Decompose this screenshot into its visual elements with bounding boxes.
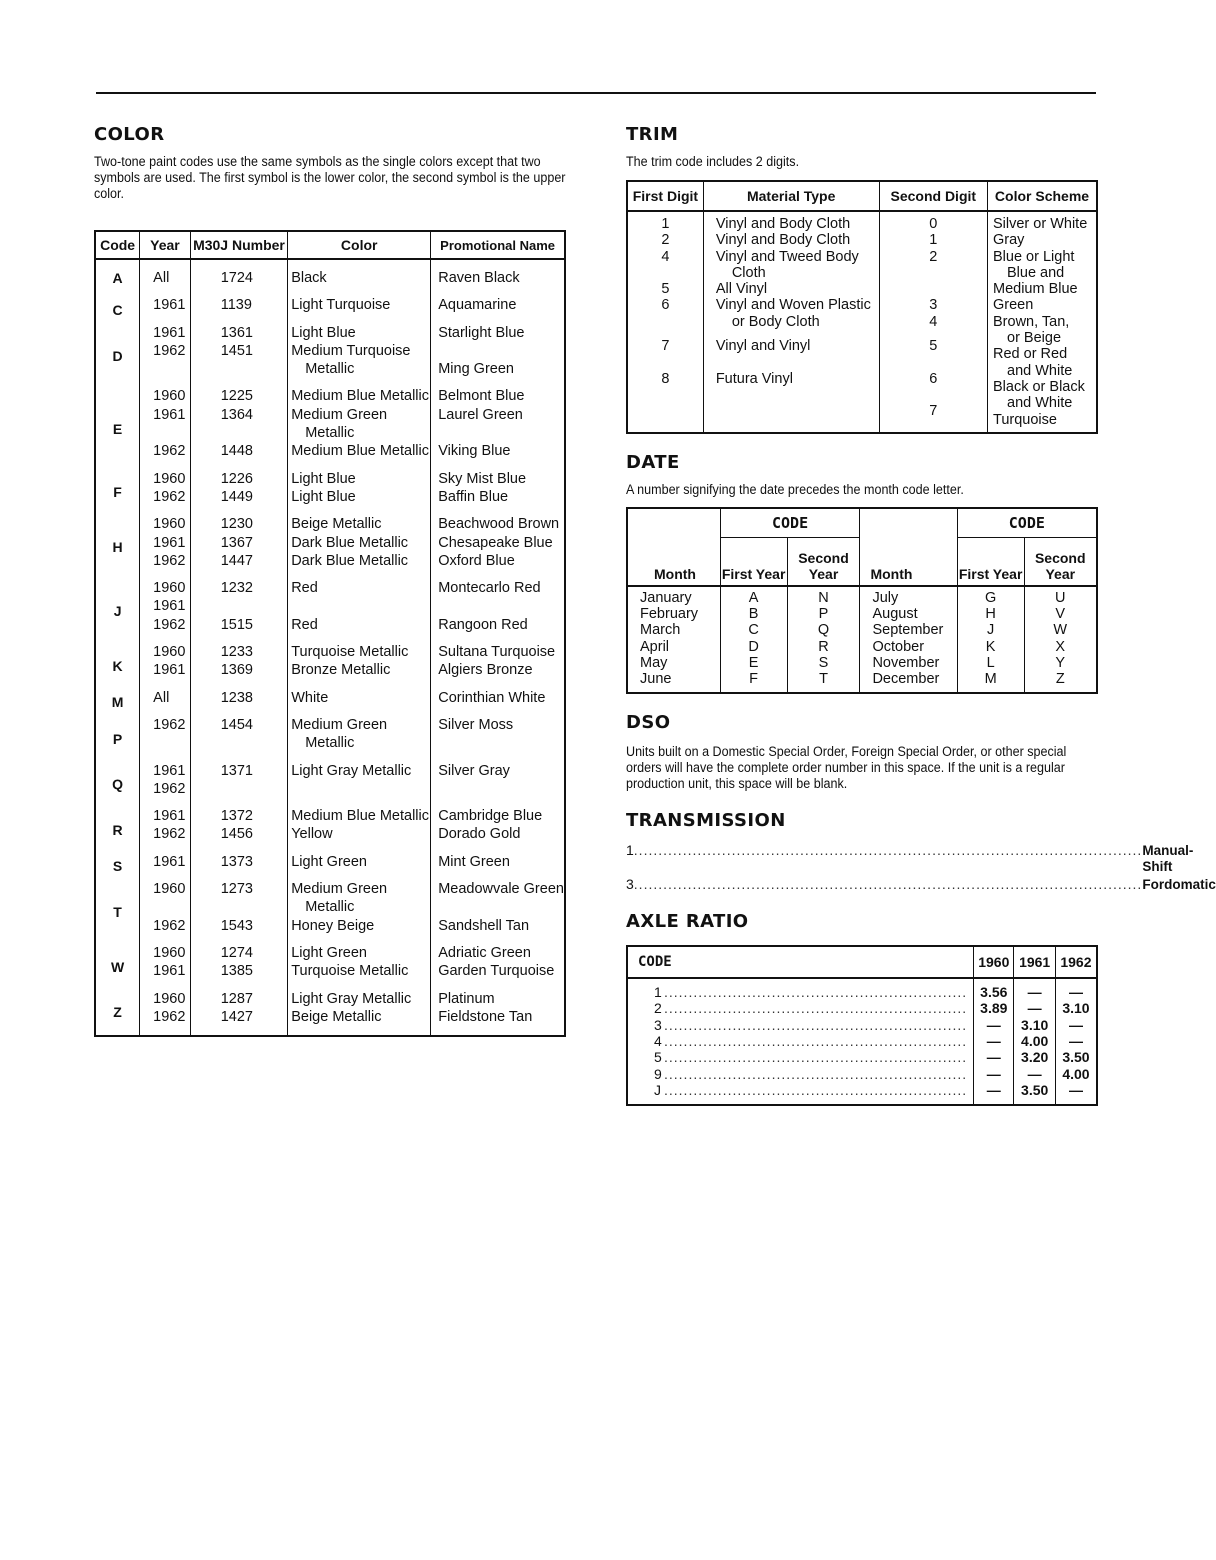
color-name: Light Green Turquoise Metallic (288, 944, 431, 990)
axle-code-row: 5 .............................................................. (654, 1049, 968, 1066)
color-row (95, 579, 565, 643)
color-year: 1960 1961 1962 (140, 387, 191, 469)
color-promotional-name: Beachwood Brown Chesapeake Blue Oxford Blue (438, 516, 560, 569)
trim-first-digits: 1 2 4 5 6 7 8 (627, 211, 703, 433)
color-row (95, 880, 565, 944)
axle-code-row: 1 .............................................................. (654, 984, 968, 1001)
color-promotional-name: Adriatic Green Garden Turquoise (438, 944, 555, 980)
color-m30j-number: 1724 (190, 259, 287, 296)
axle-code-row: 4 .............................................................. (654, 1033, 968, 1050)
color-code: T (95, 880, 140, 944)
date-first-year-header-b: First Year (957, 537, 1024, 586)
trim-title: TRIM (626, 124, 679, 145)
date-first-b: G H J K L M (957, 586, 1024, 693)
color-row (95, 689, 565, 716)
color-promotional-name: Aquamarine (438, 297, 517, 314)
color-name: Light Gray Metallic (288, 762, 431, 808)
color-code: Z (95, 990, 140, 1037)
date-code-header-a: CODE (720, 508, 860, 538)
axle-section (626, 911, 1098, 1106)
color-m30j-number: 1361 1451 (190, 324, 287, 388)
color-m30j-number: 1372 1456 (190, 807, 287, 853)
color-code: E (95, 387, 140, 469)
color-m30j-number: 1274 1385 (190, 944, 287, 990)
axle-table-row (627, 978, 1097, 1105)
trim-table (626, 180, 1098, 434)
color-promotional-name: Raven Black (438, 270, 520, 286)
color-row (95, 387, 565, 469)
color-row (95, 990, 565, 1037)
color-row (95, 716, 565, 762)
color-row (95, 470, 565, 516)
axle-1961-values: — — 3.10 4.00 3.20 — 3.50 (1014, 978, 1055, 1105)
color-promotional-name: Silver Moss (438, 716, 514, 733)
color-m30j-number: 1373 (190, 853, 287, 880)
color-code: W (95, 944, 140, 990)
color-name: Turquoise Metallic Bronze Metallic (288, 643, 431, 689)
color-table-header (95, 231, 565, 259)
color-year: 1960 1961 (140, 643, 191, 689)
color-row (95, 762, 565, 808)
date-table (626, 507, 1098, 694)
color-name: Light Blue Medium Turquoise Metallic (288, 324, 431, 388)
color-code: M (95, 689, 140, 716)
color-code: H (95, 515, 140, 579)
trim-second-digits: 0 1 2 3 4 5 6 7 (879, 211, 987, 433)
color-code: A (95, 259, 140, 296)
col-header-promo: Promotional Name (431, 231, 565, 259)
color-m30j-number: 1371 (190, 762, 287, 808)
trim-materials: Vinyl and Body Cloth Vinyl and Body Cloth Vinyl and Tweed Body Cloth All Vinyl Vinyl and Woven Plastic or Body Cloth Vinyl and Vinyl Futura Vinyl (703, 211, 879, 433)
date-title: DATE (626, 451, 680, 473)
axle-1960-values: 3.56 3.89 — — — — — (974, 978, 1014, 1105)
color-promotional-name: Sky Mist Blue Baffin Blue (438, 470, 527, 505)
trim-schemes: Silver or White Gray Blue or Light Blue and Medium Blue Green Brown, Tan, or Beige Red or Red and White Black or Black and White Turquoise (993, 216, 1088, 428)
color-m30j-number: 1225 1364 1448 (190, 387, 287, 469)
color-m30j-number: 1139 (190, 296, 287, 323)
axle-code-row: 3 .............................................................. (654, 1016, 968, 1033)
color-year: 1961 1962 (140, 324, 191, 388)
axle-code-row: 9 .............................................................. (654, 1065, 968, 1082)
color-promotional-name: Corinthian White (438, 689, 546, 706)
color-title: COLOR (94, 124, 165, 145)
trim-table-header (627, 181, 1097, 211)
color-table (94, 230, 566, 1037)
color-m30j-number: 1454 (190, 716, 287, 762)
color-m30j-number: 1232 1515 (190, 579, 287, 643)
axle-table-header (627, 946, 1097, 978)
color-m30j-number: 1233 1369 (190, 643, 287, 689)
color-row (95, 853, 565, 880)
color-year: 1960 1962 (140, 990, 191, 1037)
color-code: K (95, 643, 140, 689)
date-second-year-header-a: Second Year (787, 537, 860, 586)
date-months-b: July August September October November December (860, 586, 957, 693)
color-row (95, 944, 565, 990)
color-m30j-number: 1238 (190, 689, 287, 716)
color-year: 1960 1961 (140, 944, 191, 990)
col-header-code: Code (95, 231, 140, 259)
date-code-header-b: CODE (957, 508, 1097, 538)
color-promotional-name: Sultana Turquoise Algiers Bronze (438, 644, 556, 679)
trim-table-row (627, 211, 1097, 433)
trim-header-first-digit: First Digit (627, 181, 703, 211)
color-table-body (95, 259, 565, 1036)
col-header-m30j: M30J Number (190, 231, 287, 259)
color-promotional-name: Cambridge Blue Dorado Gold (438, 808, 543, 843)
transmission-row: 1 ........................................................................................................ Manual-Shift (626, 841, 1194, 875)
axle-title: AXLE RATIO (626, 911, 749, 933)
date-second-year-header-b: Second Year (1024, 537, 1097, 586)
color-promotional-name: Starlight Blue Ming Green (438, 324, 525, 378)
color-name: Light Gray Metallic Beige Metallic (288, 990, 431, 1037)
color-m30j-number: 1273 1543 (190, 880, 287, 944)
trim-header-second-digit: Second Digit (879, 181, 987, 211)
color-year: 1962 (140, 716, 191, 762)
color-row (95, 324, 565, 388)
color-m30j-number: 1287 1427 (190, 990, 287, 1037)
axle-header-1960: 1960 (974, 946, 1014, 978)
trim-intro: The trim code includes 2 digits. (626, 154, 800, 169)
right-column (626, 124, 1216, 1106)
date-second-b: U V W X Y Z (1053, 589, 1068, 688)
color-promotional-name: Montecarlo Red Rangoon Red (438, 580, 541, 633)
color-year: 1960 1962 (140, 470, 191, 516)
color-name: Light Blue Light Blue (288, 470, 431, 516)
date-month-header-a: Month (627, 508, 720, 586)
color-year: 1961 (140, 296, 191, 323)
date-first-year-header-a: First Year (720, 537, 787, 586)
color-row (95, 296, 565, 323)
axle-header-1962: 1962 (1055, 946, 1097, 978)
color-year: 1960 1961 1962 (140, 515, 191, 579)
color-intro: Two-tone paint codes use the same symbols as the single colors except that two symbols are used. The first symbol is the lower color, the second symbol is the upper color. (94, 154, 566, 201)
date-second-a: N P Q R S T (787, 586, 860, 693)
dso-text: Units built on a Domestic Special Order, Foreign Special Order, or other special orders will have the complete order number in this space. If the unit is a regular production unit, this space will be blank. (626, 743, 1067, 791)
color-m30j-number: 1230 1367 1447 (190, 515, 287, 579)
top-rule (96, 92, 1096, 94)
col-header-color: Color (288, 231, 431, 259)
axle-header-1961: 1961 (1014, 946, 1055, 978)
color-promotional-name: Belmont Blue Laurel Green Viking Blue (438, 388, 525, 460)
color-code: C (95, 296, 140, 323)
date-section (626, 452, 1098, 694)
color-year: 1960 1962 (140, 880, 191, 944)
color-m30j-number: 1226 1449 (190, 470, 287, 516)
dso-section (626, 712, 1098, 792)
color-name: Medium Blue Metallic Yellow (288, 807, 431, 853)
axle-codes (627, 978, 974, 1105)
color-name: Medium Blue Metallic Medium Green Metallic Medium Blue Metallic (288, 387, 431, 469)
color-promotional-name: Meadowvale Green Sandshell Tan (438, 881, 564, 934)
color-year: 1961 (140, 853, 191, 880)
color-name: Black (288, 259, 431, 296)
transmission-title: TRANSMISSION (626, 809, 786, 831)
color-year: 1961 1962 (140, 807, 191, 853)
date-first-a: A B C D E F (720, 586, 787, 693)
color-row (95, 259, 565, 296)
transmission-list (626, 841, 1216, 894)
color-code: R (95, 807, 140, 853)
date-table-row (627, 586, 1097, 693)
axle-table (626, 945, 1098, 1106)
date-intro: A number signifying the date precedes the month code letter. (626, 481, 964, 497)
color-section (94, 124, 566, 1025)
color-year: 1960 1961 1962 (140, 579, 191, 643)
trim-header-scheme: Color Scheme (988, 181, 1098, 211)
axle-code-row: 2 .............................................................. (654, 1000, 968, 1017)
color-code: S (95, 853, 140, 880)
color-row (95, 807, 565, 853)
color-code: J (95, 579, 140, 643)
col-header-year: Year (140, 231, 191, 259)
color-year: 1961 1962 (140, 762, 191, 808)
date-month-header-b: Month (860, 508, 957, 586)
dso-title: DSO (626, 711, 671, 733)
trim-header-material: Material Type (703, 181, 879, 211)
axle-1962-values: — 3.10 — — 3.50 4.00 — (1062, 984, 1090, 1098)
color-name: Light Green (288, 853, 431, 880)
color-name: Medium Green Metallic Honey Beige (288, 880, 431, 944)
color-name: Beige Metallic Dark Blue Metallic Dark Blue Metallic (288, 515, 431, 579)
color-name: Red Red (288, 579, 431, 643)
axle-header-code: CODE (627, 946, 974, 978)
color-year: All (140, 259, 191, 296)
color-code: P (95, 716, 140, 762)
color-name: Medium Green Metallic (288, 716, 431, 762)
color-promotional-name: Mint Green (438, 853, 510, 870)
date-months-a: January February March April May June (627, 586, 720, 693)
color-code: F (95, 470, 140, 516)
color-row (95, 643, 565, 689)
color-name: Light Turquoise (288, 296, 431, 323)
color-year: All (140, 689, 191, 716)
color-promotional-name: Platinum Fieldstone Tan (438, 990, 533, 1025)
color-name: White (288, 689, 431, 716)
color-code: Q (95, 762, 140, 808)
color-promotional-name: Silver Gray (438, 762, 510, 779)
axle-code-row: J .............................................................. (654, 1081, 968, 1098)
color-code: D (95, 324, 140, 388)
transmission-row: 3 ........................................................................................................ Fordomatic (626, 875, 1216, 892)
color-row (95, 515, 565, 579)
transmission-section (626, 809, 1216, 894)
